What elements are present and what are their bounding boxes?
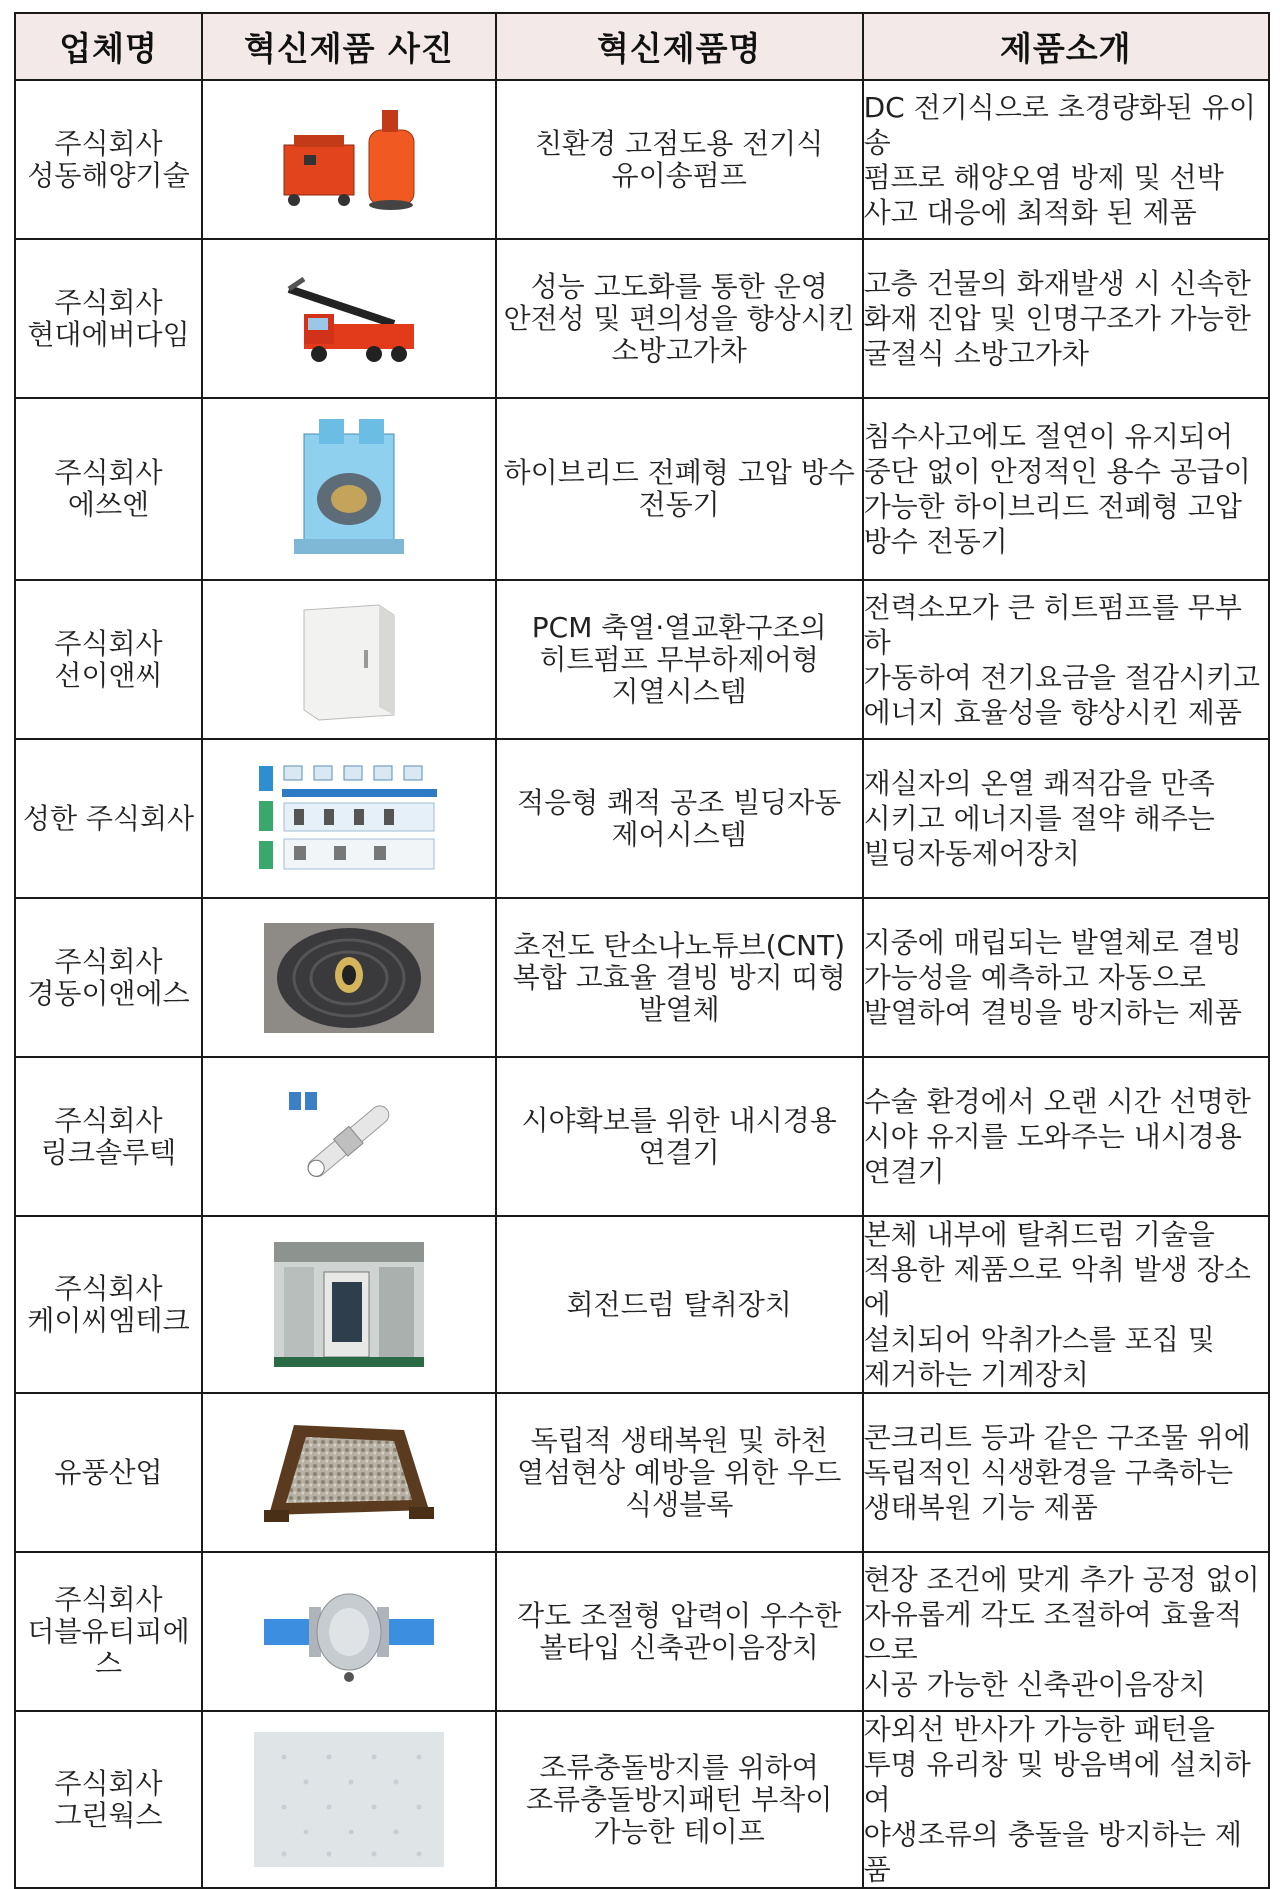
table-row bbox=[15, 80, 1269, 239]
header-company: 업체명 bbox=[15, 13, 202, 80]
product-photo bbox=[202, 898, 496, 1057]
product-description: 콘크리트 등과 같은 구조물 위에 독립적인 식생환경을 구축하는 생태복원 기능 제품 bbox=[863, 1393, 1269, 1552]
table-row bbox=[15, 239, 1269, 398]
system-diagram-icon bbox=[254, 761, 444, 876]
table-row bbox=[15, 1216, 1269, 1393]
company-name: 주식회사 케이씨엠테크 bbox=[15, 1216, 202, 1393]
company-name: 주식회사 에쓰엔 bbox=[15, 398, 202, 580]
company-name: 주식회사 더블유티피에스 bbox=[15, 1552, 202, 1711]
header-intro: 제품소개 bbox=[863, 13, 1269, 80]
product-description: 재실자의 온열 쾌적감을 만족 시키고 에너지를 절약 해주는 빌딩자동제어장치 bbox=[863, 739, 1269, 898]
company-name: 주식회사 현대에버다임 bbox=[15, 239, 202, 398]
table-row bbox=[15, 580, 1269, 739]
product-name: 시야확보를 위한 내시경용 연결기 bbox=[496, 1057, 863, 1216]
product-description: 본체 내부에 탈취드럼 기술을 적용한 제품으로 악취 발생 장소에 설치되어 악취가스를 포집 및 제거하는 기계장치 bbox=[863, 1216, 1269, 1393]
cabinet-icon bbox=[294, 595, 404, 725]
table-row bbox=[15, 1057, 1269, 1216]
motor-icon bbox=[289, 414, 409, 564]
product-description: 전력소모가 큰 히트펌프를 무부하 가동하여 전기요금을 절감시키고 에너지 효율성을 향상시킨 제품 bbox=[863, 580, 1269, 739]
product-name: 성능 고도화를 통한 운영 안전성 및 편의성을 향상시킨 소방고가차 bbox=[496, 239, 863, 398]
product-photo bbox=[202, 1216, 496, 1393]
pipe-joint-icon bbox=[264, 1577, 434, 1687]
product-photo bbox=[202, 1393, 496, 1552]
company-name: 성한 주식회사 bbox=[15, 739, 202, 898]
product-photo bbox=[202, 1057, 496, 1216]
product-photo bbox=[202, 1552, 496, 1711]
company-name: 주식회사 성동해양기술 bbox=[15, 80, 202, 239]
product-description: 현장 조건에 맞게 추가 공정 없이 자유롭게 각도 조절하여 효율적으로 시공 가능한 신축관이음장치 bbox=[863, 1552, 1269, 1711]
oil-pump-icon bbox=[274, 105, 424, 215]
product-description: DC 전기식으로 초경량화된 유이송 펌프로 해양오염 방제 및 선박 사고 대응에 최적화 된 제품 bbox=[863, 80, 1269, 239]
table-row bbox=[15, 898, 1269, 1057]
company-name: 주식회사 링크솔루텍 bbox=[15, 1057, 202, 1216]
products-table bbox=[14, 12, 1270, 1889]
product-description: 수술 환경에서 오랜 시간 선명한 시야 유지를 도와주는 내시경용 연결기 bbox=[863, 1057, 1269, 1216]
table-row bbox=[15, 1393, 1269, 1552]
table-row bbox=[15, 1552, 1269, 1711]
company-name: 주식회사 경동이앤에스 bbox=[15, 898, 202, 1057]
product-name: 친환경 고점도용 전기식 유이송펌프 bbox=[496, 80, 863, 239]
product-photo bbox=[202, 80, 496, 239]
table-row bbox=[15, 739, 1269, 898]
product-name: 회전드럼 탈취장치 bbox=[496, 1216, 863, 1393]
product-name: PCM 축열·열교환구조의 히트펌프 무부하제어형 지열시스템 bbox=[496, 580, 863, 739]
product-description: 자외선 반사가 가능한 패턴을 투명 유리창 및 방음벽에 설치하여 야생조류의 충돌을 방지하는 제품 bbox=[863, 1711, 1269, 1888]
product-name: 독립적 생태복원 및 하천 열섬현상 예방을 위한 우드 식생블록 bbox=[496, 1393, 863, 1552]
product-name: 하이브리드 전폐형 고압 방수 전동기 bbox=[496, 398, 863, 580]
table-row bbox=[15, 1711, 1269, 1888]
product-name: 조류충돌방지를 위하여 조류충돌방지패턴 부착이 가능한 테이프 bbox=[496, 1711, 863, 1888]
wood-block-icon bbox=[264, 1415, 434, 1530]
deodorizer-icon bbox=[274, 1242, 424, 1367]
pattern-tape-icon bbox=[254, 1732, 444, 1867]
endoscope-connector-icon bbox=[279, 1082, 419, 1192]
product-photo bbox=[202, 1711, 496, 1888]
header-row bbox=[15, 13, 1269, 80]
product-photo bbox=[202, 739, 496, 898]
header-product: 혁신제품명 bbox=[496, 13, 863, 80]
company-name: 유풍산업 bbox=[15, 1393, 202, 1552]
product-description: 고층 건물의 화재발생 시 신속한 화재 진압 및 인명구조가 가능한 굴절식 소방고가차 bbox=[863, 239, 1269, 398]
header-photo: 혁신제품 사진 bbox=[202, 13, 496, 80]
table-row bbox=[15, 398, 1269, 580]
product-name: 각도 조절형 압력이 우수한 볼타입 신축관이음장치 bbox=[496, 1552, 863, 1711]
product-name: 적응형 쾌적 공조 빌딩자동 제어시스템 bbox=[496, 739, 863, 898]
product-photo bbox=[202, 580, 496, 739]
fire-truck-icon bbox=[274, 269, 424, 369]
company-name: 주식회사 선이앤씨 bbox=[15, 580, 202, 739]
product-photo bbox=[202, 239, 496, 398]
product-name: 초전도 탄소나노튜브(CNT) 복합 고효율 결빙 방지 띠형 발열체 bbox=[496, 898, 863, 1057]
product-photo bbox=[202, 398, 496, 580]
product-description: 지중에 매립되는 발열체로 결빙 가능성을 예측하고 자동으로 발열하여 결빙을 방지하는 제품 bbox=[863, 898, 1269, 1057]
heating-roll-icon bbox=[264, 923, 434, 1033]
company-name: 주식회사 그린웍스 bbox=[15, 1711, 202, 1888]
product-description: 침수사고에도 절연이 유지되어 중단 없이 안정적인 용수 공급이 가능한 하이브리드 전폐형 고압 방수 전동기 bbox=[863, 398, 1269, 580]
